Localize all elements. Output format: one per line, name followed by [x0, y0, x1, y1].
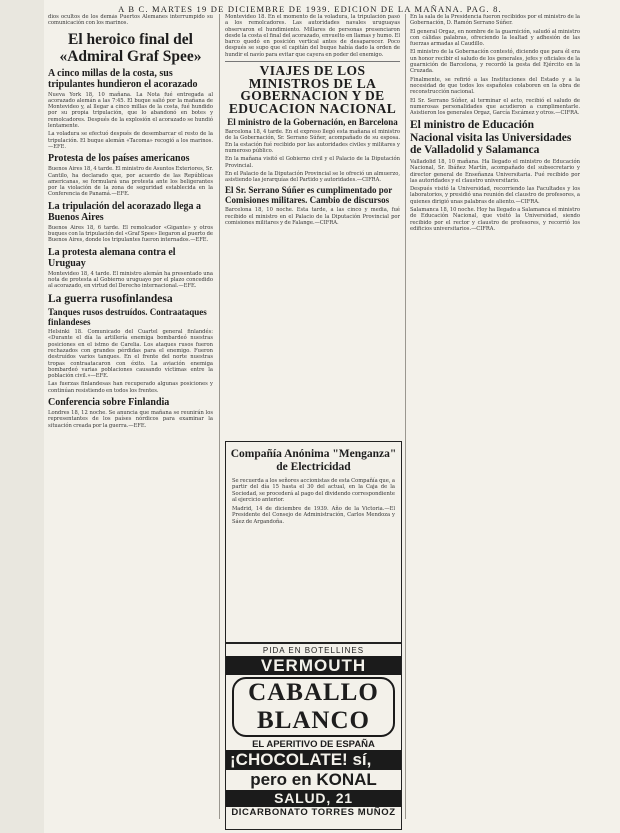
ad-vermouth: VERMOUTH [226, 656, 401, 675]
ad-vermouth-chocolate [225, 643, 402, 830]
article-text: Después visitó la Universidad, recorriendo las Facultades y los laboratorios, y presidió una reunión del claustro de profesores, a quienes dirigió unas palabras de aliento.—CIFRA. [410, 186, 580, 205]
article-text: Montevideo 18, 4 tarde. El ministro alemán ha presentado una nota de protesta al Gobierno uruguayo por el plazo concedido al acorazado, en virtud del Derecho internacional.—EFE. [48, 270, 213, 290]
ad-chocolate: ¡CHOCOLATE! sí, [226, 750, 401, 770]
headline-protesta: Protesta de los países americanos [48, 153, 190, 165]
headline-protesta-alemana: La protesta alemana contra el Uruguay [48, 246, 176, 269]
ad-menganza [225, 441, 402, 643]
headline-guerra: La guerra rusofinlandesa [48, 292, 173, 305]
page-margin [0, 0, 44, 833]
column-1 [48, 14, 213, 819]
article-text: Buenos Aires 18, 6 tarde. El remolcador «Gigante» y otros buques con la tripulación del «Graf Spee» llegaron al puerto de Buenos Aires, donde los tripulantes fueron internados.—EFE. [48, 224, 213, 244]
ad-salud: SALUD, 21 [226, 790, 401, 807]
article-text: Helsinki 18. Comunicado del Cuartel general finlandés: «Durante el día la artillería enemiga bombardeó nuestras posiciones en el istmo de Carelia. Los ataques rusos fueron rechazados con grandes pérdidas para el enemigo. Fueron destruídos varios tanques. En el frente del norte nuestras tropas contraatacaron con éxito. La aviación enemiga bombardeó varias poblaciones causando víctimas entre la población civil.»—EFE. [48, 329, 213, 380]
headline-viajes: VIAJES DE LOS MINISTROS DE LA GOBERNACION Y DE EDUCACION NACIONAL [228, 63, 397, 116]
article-text: El general Orgaz, en nombre de la guarnición, saludó al ministro con cálidas palabras, ofreciendo la lealtad y adhesión de las fuerzas armadas al Caudillo. [410, 28, 580, 48]
article-text: En la sala de la Presidencia fueron recibidos por el ministro de la Gobernación, D. Ramón Serrano Súñer. [410, 14, 580, 27]
ad-text: Se recuerda a los señores accionistas de esta Compañía que, a partir del día 15 hasta el 30 del actual, en la Caja de la Sociedad, se procederá al pago del dividendo correspondiente al ejercicio anterior. [232, 478, 395, 503]
article-text: Montevideo 18. En el momento de la voladura, la tripulación pasó a los remolcadores. Las autoridades navales uruguayas observaron el hundimiento. Millares de personas presenciaron desde la costa el final del acorazado, envuelto en llamas y humo. El barco quedó en posición vertical antes de desaparecer. Poco después se supo que el capitán del buque había dado la orden de hundir el navío para evitar que cayera en poder del enemigo. [225, 14, 400, 58]
article-text: Barcelona 18, 4 tarde. En el expreso llegó esta mañana el ministro de la Gobernación, Sr. Serrano Súñer, acompañado de su esposa. En la estación fué recibido por las autoridades civiles y militares y numeroso público. [225, 129, 400, 154]
ad-caballo-blanco: CABALLO BLANCO [232, 677, 395, 737]
headline-tripulacion: La tripulación del acorazado llega a Buenos Aires [48, 200, 202, 223]
article-text: Londres 18, 12 noche. Se anuncia que mañana se reunirán los representantes de los países nórdicos para examinar la situación creada por la guerra.—EFE. [48, 410, 213, 429]
subhead-guerra: Tanques rusos destruídos. Contraataques finlandeses [48, 307, 207, 328]
headline-graf-spee: El heroico final del «Admiral Graf Spee» [59, 30, 202, 65]
ad-line: PIDA EN BOTELLINES [262, 646, 365, 655]
article-text: Barcelona 18, 10 noche. Esta tarde, a las cinco y media, fué recibido el ministro en el Palacio de la Diputación Provincial por comisiones militares y de Falange.—CIFRA. [225, 207, 400, 227]
article-text: La voladura se efectuó después de desembarcar el resto de la tripulación. El buque alemán «Tacoma» recogió a los marinos.—EFE. [48, 131, 213, 150]
ad-signature: Madrid, 14 de diciembre de 1939. Año de la Victoria.—El Presidente del Consejo de Administración, Carlos Mendoza y Sáez de Argandoña. [232, 506, 395, 525]
ad-dicarbonato: DICARBONATO TORRES MUÑOZ [231, 807, 396, 818]
headline-conferencia: Conferencia sobre Finlandia [48, 397, 170, 408]
article-text: Nueva York 18, 10 mañana. La Nota fué entregada al acorazado alemán a las 7:45. El buque salió por la mañana de Montevideo y, al llegar a cinco millas de la costa, fué hundido por su propia tripulación, que lo abandonó en botes y remolcadores. Después de la explosión el acorazado se hundió lentamente. [48, 91, 213, 130]
ad-aperitivo: EL APERITIVO DE ESPAÑA [252, 739, 375, 750]
article-text: Valladolid 18, 10 mañana. Ha llegado el ministro de Educación Nacional, Sr. Ibáñez Martín, acompañado del subsecretario y director general de Enseñanza Universitaria. Fué recibido por las autoridades y el claustro universitario. [410, 158, 580, 184]
headline-educacion: El ministro de Educación Nacional visita las Universidades de Valladolid y Salamanca [410, 119, 572, 157]
divider [225, 61, 400, 62]
article-text: El ministro de la Gobernación contestó, diciendo que para él era un honor recibir el saludo de los generales, jefes y oficiales de la guarnición de Barcelona, y recordó la gesta del Ejército en la Cruzada. [410, 49, 580, 75]
intro-text: dios ocultos de los demás Puertos Alemanes interrumpido su comunicación con los marinos. [48, 14, 213, 27]
column-rule [219, 14, 220, 819]
article-text: Finalmente, se refirió a las Instituciones del Estado y a la necesidad de que todos los españoles colaboren en la obra de reconstrucción nacional. [410, 76, 580, 96]
headline-serrano: El Sr. Serrano Súñer es cumplimentado por Comisiones militares. Cambio de discursos [225, 185, 393, 206]
page-header: A B C. MARTES 19 DE DICIEMBRE DE 1939. EDICION DE LA MAÑANA. PAG. 8. [118, 4, 502, 14]
ad-konal: pero en KONAL [250, 770, 377, 789]
subhead-graf-spee: A cinco millas de la costa, sus tripulantes hundieron el acorazado [48, 67, 198, 90]
article-text: En el Palacio de la Diputación Provincial se le ofreció un almuerzo, asistiendo las jerarquías del Partido y autoridades.—CIFRA. [225, 170, 400, 184]
subhead-barcelona: El ministro de la Gobernación, en Barcelona [227, 117, 398, 128]
column-2 [225, 14, 400, 438]
article-text: En la mañana visitó el Gobierno civil y el Palacio de la Diputación Provincial. [225, 156, 400, 169]
column-3 [410, 14, 580, 819]
article-text: El Sr. Serrano Súñer, al terminar el acto, recibió el saludo de numerosas personalidades que acudieron a cumplimentarle. Asistieron los generales Orgaz, García Escámez y otros.—CIFRA. [410, 97, 580, 117]
article-text: Buenos Aires 18, 4 tarde. El ministro de Asuntos Exteriores, Sr. Cantilo, ha declarado que, por acuerdo de las Repúblicas americanas, se formulará una protesta ante los beligerantes por la violación de la zona de seguridad establecida en la Conferencia de Panamá.—EFE. [48, 166, 213, 198]
article-text: Las fuerzas finlandesas han recuperado algunas posiciones y continúan resistiendo en todos los frentes. [48, 381, 213, 394]
ad-title: Compañía Anónima "Menganza" de Electricidad [230, 448, 397, 473]
column-rule [405, 14, 406, 819]
article-text: Salamanca 18, 10 noche. Hoy ha llegado a Salamanca el ministro de Educación Nacional, que visitó la Universidad, siendo recibido por el rector y claustro de profesores, y recorrió los edificios universitarios.—CIFRA. [410, 207, 580, 232]
